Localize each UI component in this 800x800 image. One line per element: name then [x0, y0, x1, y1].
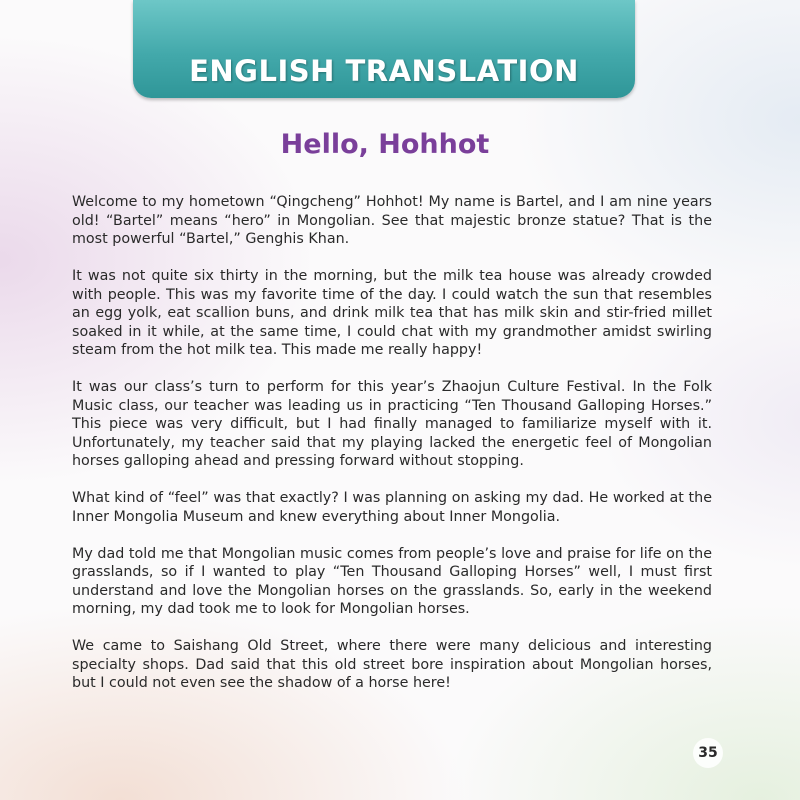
story-body [72, 193, 712, 711]
paragraph-6: We came to Saishang Old Street, where there were many delicious and interesting specialty shops. Dad said that this old street bore inspiration about Mongolian horses, but I could not even see the shadow of a horse here! [72, 638, 712, 691]
section-banner [133, 0, 635, 98]
story-title: Hello, Hohhot [280, 129, 490, 160]
paragraph-4: What kind of “feel” was that exactly? I was planning on asking my dad. He worked at the Inner Mongolia Museum and knew everything about Inner Mongolia. [72, 490, 712, 525]
paragraph-3: It was our class’s turn to perform for this year’s Zhaojun Culture Festival. In the Folk Music class, our teacher was leading us in practicing “Ten Thousand Galloping Horses.” This piece was very difficult, but I had finally managed to familiarize myself with it. Unfortunately, my teacher said that my playing lacked the energetic feel of Mongolian horses galloping ahead and pressing forward without stopping. [72, 379, 712, 469]
page-number: 35 [693, 738, 723, 768]
paragraph-2: It was not quite six thirty in the morning, but the milk tea house was already crowded with people. This was my favorite time of the day. I could watch the sun that resembles an egg yolk, eat scallion buns, and drink milk tea that has milk skin and stir-fried millet soaked in it while, at the same time, I could chat with my grandmother amidst swirling steam from the hot milk tea. This made me really happy! [72, 268, 712, 358]
paragraph-5: My dad told me that Mongolian music comes from people’s love and praise for life on the grasslands, so if I wanted to play “Ten Thousand Galloping Horses” well, I must first understand and love the Mongolian horses on the grasslands. So, early in the weekend morning, my dad took me to look for Mongolian horses. [72, 545, 712, 617]
paragraph-1: Welcome to my hometown “Qingcheng” Hohhot! My name is Bartel, and I am nine years old! “Bartel” means “hero” in Mongolian. See that majestic bronze statue? That is the most powerful “Bartel,” Genghis Khan. [72, 194, 712, 247]
section-heading: ENGLISH TRANSLATION [189, 54, 579, 88]
